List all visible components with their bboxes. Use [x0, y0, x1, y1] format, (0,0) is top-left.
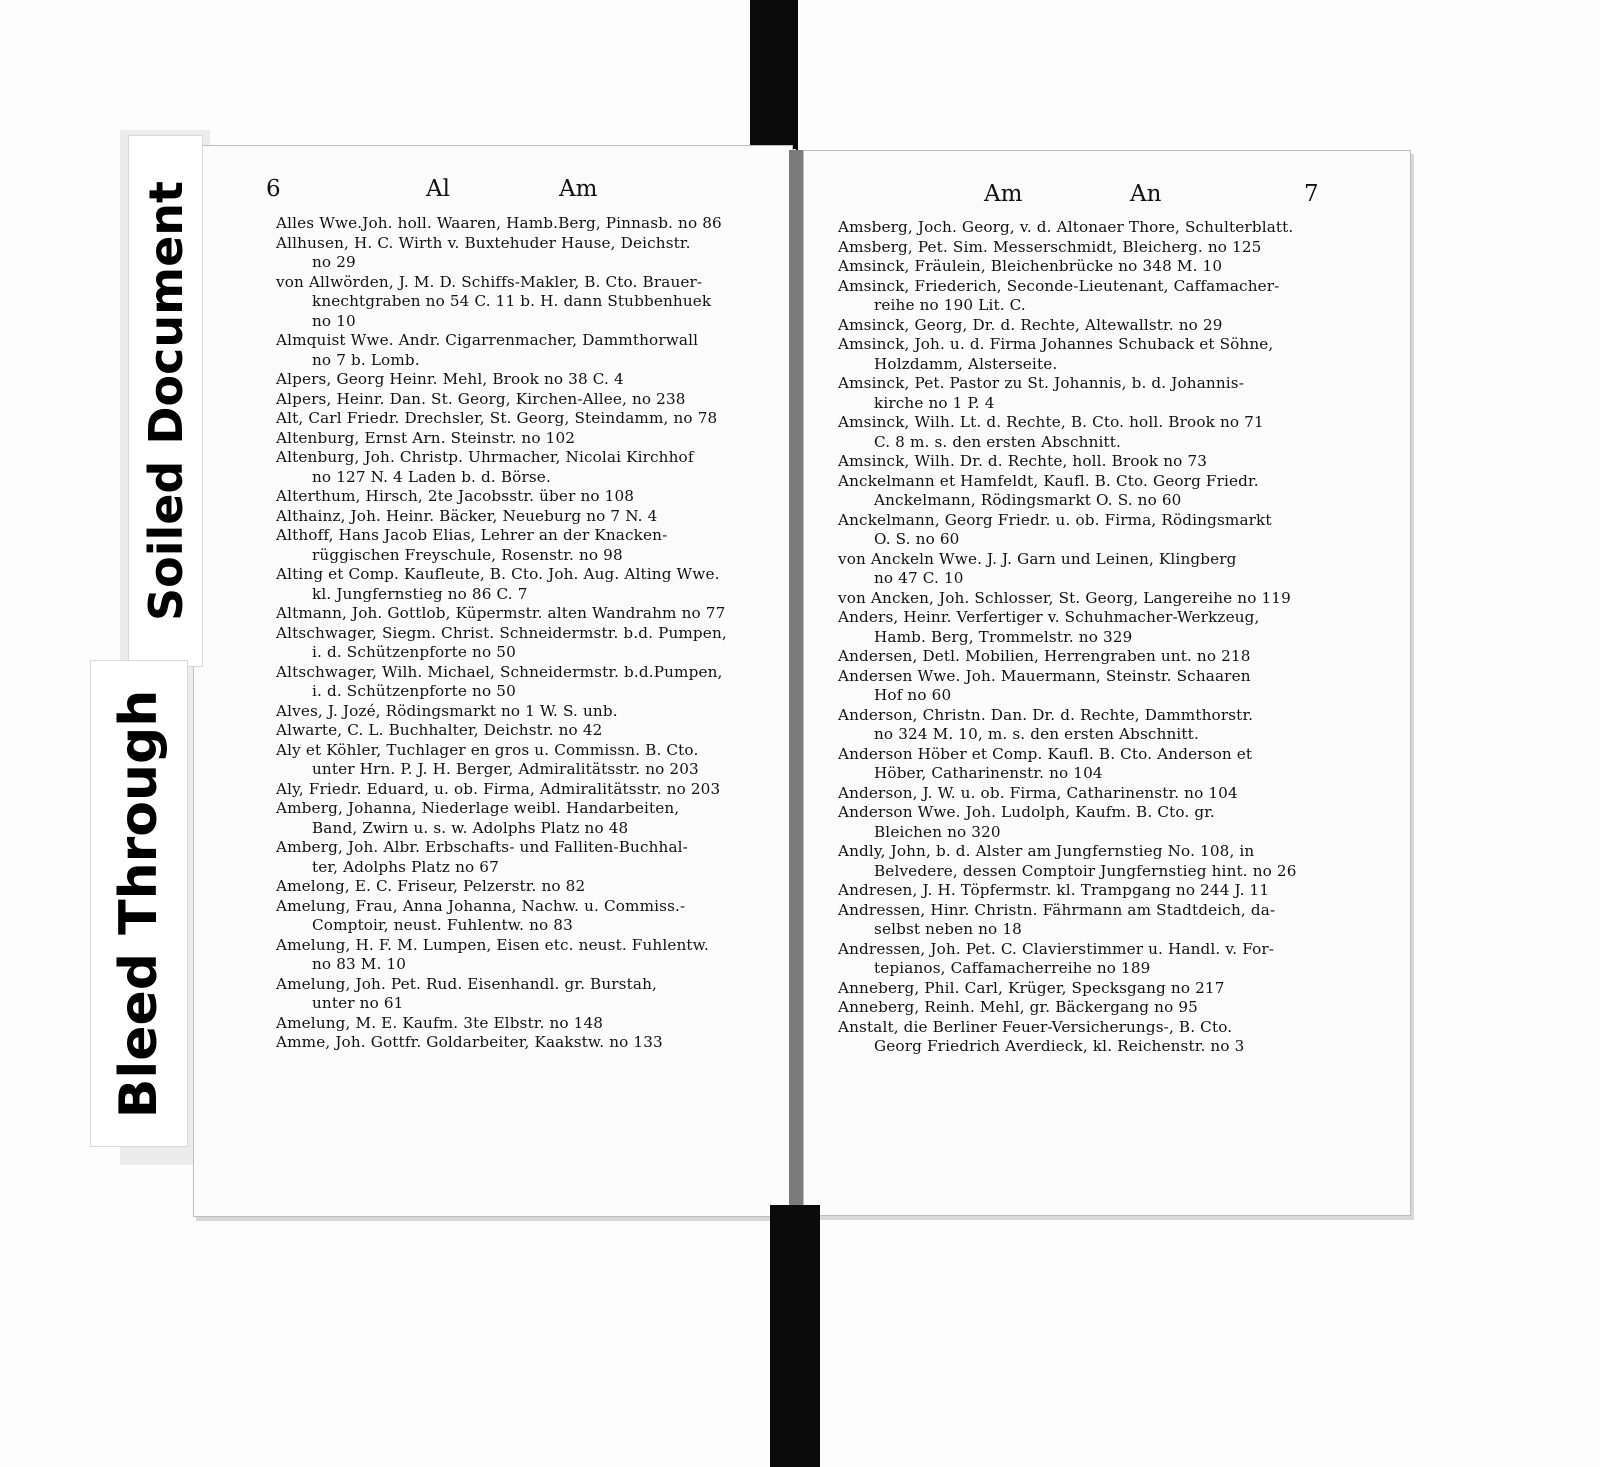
- entry-line: Alles Wwe.Joh. holl. Waaren, Hamb.Berg, Pinnasb. no 86: [276, 214, 722, 232]
- entry-line: Altschwager, Wilh. Michael, Schneidermstr. b.d.Pumpen,: [276, 662, 723, 681]
- entry-line: Andersen Wwe. Joh. Mauermann, Steinstr. Schaaren: [838, 666, 1251, 685]
- directory-entry: [838, 803, 1368, 842]
- directory-entry: [276, 507, 776, 527]
- entry-line: Andly, John, b. d. Alster am Jungfernstieg No. 108, in: [838, 842, 1255, 860]
- entry-line: Amsinck, Wilh. Lt. d. Rechte, B. Cto. holl. Brook no 71: [838, 413, 1264, 431]
- entry-line: Amsinck, Wilh. Dr. d. Rechte, holl. Brook no 73: [838, 452, 1208, 470]
- entry-continuation: Hof no 60: [874, 686, 952, 704]
- directory-entry: [276, 702, 776, 722]
- directory-entry: [838, 277, 1368, 316]
- entry-continuation: C. 8 m. s. den ersten Abschnitt.: [874, 432, 1122, 451]
- directory-entry: [838, 413, 1368, 452]
- entry-line: Amelong, E. C. Friseur, Pelzerstr. no 82: [276, 877, 586, 895]
- directory-entry: [276, 429, 776, 449]
- running-head-left: Am: [984, 181, 1023, 207]
- directory-entry: [276, 624, 776, 663]
- entry-continuation: Band, Zwirn u. s. w. Adolphs Platz no 48: [312, 818, 629, 837]
- entry-continuation: Höber, Catharinenstr. no 104: [874, 764, 1103, 782]
- directory-entry: [276, 390, 776, 410]
- entry-line: Alt, Carl Friedr. Drechsler, St. Georg, Steindamm, no 78: [276, 409, 718, 427]
- entry-line: Amme, Joh. Gottfr. Goldarbeiter, Kaakstw. no 133: [276, 1033, 663, 1051]
- page-number: 7: [1304, 181, 1319, 207]
- entry-line: Alwarte, C. L. Buchhalter, Deichstr. no 42: [276, 721, 603, 739]
- directory-entry: [276, 741, 776, 780]
- directory-entry: [276, 214, 776, 234]
- entry-line: Amsinck, Pet. Pastor zu St. Johannis, b. d. Johannis-: [838, 374, 1244, 392]
- entry-continuation: i. d. Schützenpforte no 50: [312, 643, 516, 661]
- directory-entry: [276, 487, 776, 507]
- directory-entry: [276, 331, 776, 370]
- entry-line: Altenburg, Ernst Arn. Steinstr. no 102: [276, 428, 576, 447]
- entry-line: Alpers, Georg Heinr. Mehl, Brook no 38 C. 4: [276, 370, 624, 388]
- entry-continuation: no 10: [312, 311, 356, 330]
- entry-line: Anderson Höber et Comp. Kaufl. B. Cto. Anderson et: [838, 744, 1253, 763]
- entry-line: von Allwörden, J. M. D. Schiffs-Makler, B. Cto. Brauer-: [276, 272, 703, 291]
- directory-entry: [276, 448, 776, 487]
- entry-line: Aly, Friedr. Eduard, u. ob. Firma, Admiralitätsstr. no 203: [276, 779, 721, 798]
- directory-entry: [838, 1018, 1368, 1057]
- running-head-right: An: [1130, 181, 1162, 207]
- directory-entry: [838, 238, 1368, 258]
- entry-line: Aly et Köhler, Tuchlager en gros u. Commissn. B. Cto.: [276, 740, 699, 759]
- directory-entry: [838, 842, 1368, 881]
- entry-continuation: Belvedere, dessen Comptoir Jungfernstieg hint. no 26: [874, 861, 1297, 880]
- directory-entry: [276, 526, 776, 565]
- directory-entry: [276, 780, 776, 800]
- entry-line: Amsberg, Joch. Georg, v. d. Altonaer Thore, Schulterblatt.: [838, 218, 1294, 236]
- soiled-document-stamp: [128, 135, 203, 667]
- directory-entry: [838, 335, 1368, 374]
- directory-entry: [838, 745, 1368, 784]
- directory-entry: [838, 706, 1368, 745]
- entry-continuation: Holzdamm, Alsterseite.: [874, 354, 1058, 373]
- entry-continuation: no 127 N. 4 Laden b. d. Börse.: [312, 467, 551, 486]
- directory-entry: [276, 838, 776, 877]
- directory-entry: [838, 901, 1368, 940]
- entry-line: Altenburg, Joh. Christp. Uhrmacher, Nicolai Kirchhof: [276, 448, 694, 466]
- entry-line: Althoff, Hans Jacob Elias, Lehrer an der Knacken-: [276, 526, 668, 544]
- entry-continuation: kl. Jungfernstieg no 86 C. 7: [312, 584, 528, 603]
- directory-entry: [276, 1014, 776, 1034]
- running-head-right: Am: [559, 176, 598, 202]
- entry-line: Anderson Wwe. Joh. Ludolph, Kaufm. B. Cto. gr.: [838, 803, 1215, 821]
- entry-line: Amelung, M. E. Kaufm. 3te Elbstr. no 148: [276, 1013, 604, 1032]
- entry-line: Anderson, J. W. u. ob. Firma, Catharinenstr. no 104: [838, 783, 1238, 802]
- entry-continuation: ter, Adolphs Platz no 67: [312, 857, 499, 876]
- entry-line: Andressen, Hinr. Christn. Fährmann am Stadtdeich, da-: [838, 900, 1276, 919]
- entry-continuation: unter Hrn. P. J. H. Berger, Admiralitätsstr. no 203: [312, 760, 699, 778]
- entry-continuation: no 47 C. 10: [874, 569, 964, 587]
- entry-line: Altmann, Joh. Gottlob, Küpermstr. alten Wandrahm no 77: [276, 604, 726, 622]
- entry-line: Anstalt, die Berliner Feuer-Versicherungs-, B. Cto.: [838, 1017, 1233, 1036]
- entry-continuation: i. d. Schützenpforte no 50: [312, 682, 516, 700]
- entry-continuation: kirche no 1 P. 4: [874, 393, 995, 412]
- directory-entry: [276, 273, 776, 332]
- entry-line: Althainz, Joh. Heinr. Bäcker, Neueburg no 7 N. 4: [276, 506, 658, 525]
- directory-entries: [276, 214, 776, 1053]
- entry-line: Anderson, Christn. Dan. Dr. d. Rechte, Dammthorstr.: [838, 705, 1254, 724]
- directory-entry: [276, 799, 776, 838]
- entry-line: Alterthum, Hirsch, 2te Jacobsstr. über no 108: [276, 487, 635, 505]
- entry-continuation: selbst neben no 18: [874, 920, 1022, 938]
- entry-line: Amsinck, Georg, Dr. d. Rechte, Altewallstr. no 29: [838, 315, 1223, 334]
- directory-entry: [276, 663, 776, 702]
- entry-line: Amsberg, Pet. Sim. Messerschmidt, Bleicherg. no 125: [838, 237, 1262, 256]
- entry-line: Andresen, J. H. Töpfermstr. kl. Trampgang no 244 J. 11: [838, 881, 1270, 899]
- bleed-through-label: Bleed Through: [109, 689, 169, 1118]
- directory-entry: [838, 589, 1368, 609]
- entry-line: Alves, J. Jozé, Rödingsmarkt no 1 W. S. unb.: [276, 701, 618, 720]
- entry-line: Amelung, H. F. M. Lumpen, Eisen etc. neust. Fuhlentw.: [276, 935, 709, 954]
- directory-entry: [838, 608, 1368, 647]
- entry-line: Alting et Comp. Kaufleute, B. Cto. Joh. Aug. Alting Wwe.: [276, 565, 720, 583]
- running-head-left: Al: [426, 176, 450, 202]
- directory-entry: [838, 257, 1368, 277]
- entry-line: Alpers, Heinr. Dan. St. Georg, Kirchen-Allee, no 238: [276, 389, 686, 408]
- directory-entry: [276, 234, 776, 273]
- bleed-through-stamp: [90, 660, 188, 1147]
- entry-line: Anneberg, Reinh. Mehl, gr. Bäckergang no 95: [838, 998, 1198, 1016]
- directory-entry: [838, 998, 1368, 1018]
- directory-entry: [276, 721, 776, 741]
- left-page: [193, 145, 793, 1217]
- entry-continuation: tepianos, Caffamacherreihe no 189: [874, 959, 1151, 977]
- entry-line: Allhusen, H. C. Wirth v. Buxtehuder Hause, Deichstr.: [276, 233, 691, 252]
- entry-continuation: knechtgraben no 54 C. 11 b. H. dann Stubbenhuek: [312, 292, 712, 310]
- directory-entry: [276, 370, 776, 390]
- directory-entry: [276, 409, 776, 429]
- page-number: 6: [266, 176, 281, 202]
- entry-line: Amelung, Joh. Pet. Rud. Eisenhandl. gr. Burstah,: [276, 974, 657, 993]
- entry-line: Anneberg, Phil. Carl, Krüger, Specksgang no 217: [838, 978, 1225, 997]
- binding-strap-top: [750, 0, 798, 165]
- directory-entry: [838, 316, 1368, 336]
- directory-entry: [276, 975, 776, 1014]
- entry-continuation: unter no 61: [312, 994, 404, 1012]
- directory-entry: [838, 979, 1368, 999]
- entry-line: Amberg, Johanna, Niederlage weibl. Handarbeiten,: [276, 799, 680, 817]
- entry-continuation: Comptoir, neust. Fuhlentw. no 83: [312, 916, 573, 934]
- entry-line: Altschwager, Siegm. Christ. Schneidermstr. b.d. Pumpen,: [276, 623, 727, 642]
- entry-line: von Anckeln Wwe. J. J. Garn und Leinen, Klingberg: [838, 549, 1237, 568]
- binding-strap-bottom: [770, 1205, 820, 1467]
- directory-entry: [276, 565, 776, 604]
- soiled-document-label: Soiled Document: [138, 180, 193, 622]
- entry-line: Amelung, Frau, Anna Johanna, Nachw. u. Commiss.-: [276, 896, 686, 915]
- entry-line: Amsinck, Joh. u. d. Firma Johannes Schuback et Söhne,: [838, 335, 1274, 353]
- entry-line: Amsinck, Friederich, Seconde-Lieutenant, Caffamacher-: [838, 276, 1280, 295]
- entry-line: Amsinck, Fräulein, Bleichenbrücke no 348 M. 10: [838, 257, 1223, 275]
- directory-entry: [276, 877, 776, 897]
- entry-continuation: no 83 M. 10: [312, 955, 407, 973]
- entry-continuation: no 7 b. Lomb.: [312, 350, 420, 369]
- directory-entry: [838, 452, 1368, 472]
- directory-entry: [276, 897, 776, 936]
- directory-entry: [276, 936, 776, 975]
- directory-entries: [838, 218, 1368, 1057]
- entry-line: Anckelmann, Georg Friedr. u. ob. Firma, Rödingsmarkt: [838, 510, 1272, 529]
- entry-line: von Ancken, Joh. Schlosser, St. Georg, Langereihe no 119: [838, 588, 1291, 607]
- entry-line: Almquist Wwe. Andr. Cigarrenmacher, Dammthorwall: [276, 331, 699, 349]
- entry-continuation: Georg Friedrich Averdieck, kl. Reichenstr. no 3: [874, 1037, 1245, 1055]
- directory-entry: [838, 550, 1368, 589]
- entry-continuation: Anckelmann, Rödingsmarkt O. S. no 60: [874, 491, 1182, 509]
- directory-entry: [838, 472, 1368, 511]
- entry-continuation: no 29: [312, 253, 356, 271]
- directory-entry: [838, 647, 1368, 667]
- directory-entry: [276, 604, 776, 624]
- entry-line: Anders, Heinr. Verfertiger v. Schuhmacher-Werkzeug,: [838, 608, 1260, 626]
- entry-line: Anckelmann et Hamfeldt, Kaufl. B. Cto. Georg Friedr.: [838, 471, 1259, 490]
- entry-continuation: no 324 M. 10, m. s. den ersten Abschnitt.: [874, 725, 1199, 743]
- entry-continuation: Hamb. Berg, Trommelstr. no 329: [874, 627, 1133, 646]
- entry-line: Andersen, Detl. Mobilien, Herrengraben unt. no 218: [838, 647, 1251, 665]
- entry-line: Andressen, Joh. Pet. C. Clavierstimmer u. Handl. v. For-: [838, 939, 1275, 958]
- entry-continuation: Bleichen no 320: [874, 822, 1001, 841]
- entry-continuation: reihe no 190 Lit. C.: [874, 296, 1026, 314]
- entry-line: Amberg, Joh. Albr. Erbschafts- und Falliten-Buchhal-: [276, 838, 688, 856]
- directory-entry: [838, 940, 1368, 979]
- right-page: [803, 150, 1411, 1216]
- directory-entry: [838, 784, 1368, 804]
- directory-entry: [276, 1033, 776, 1053]
- directory-entry: [838, 511, 1368, 550]
- entry-continuation: rüggischen Freyschule, Rosenstr. no 98: [312, 545, 623, 564]
- directory-entry: [838, 881, 1368, 901]
- entry-continuation: O. S. no 60: [874, 530, 960, 548]
- directory-entry: [838, 374, 1368, 413]
- directory-entry: [838, 667, 1368, 706]
- directory-entry: [838, 218, 1368, 238]
